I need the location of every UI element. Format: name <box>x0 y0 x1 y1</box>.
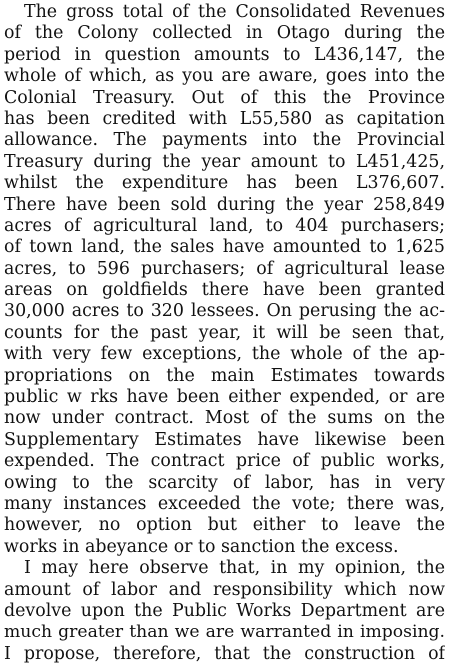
text-line: whole of which, as you are aware, goes into the <box>4 66 445 87</box>
text-line: has been credited with L55,580 as capitation <box>4 108 445 129</box>
text-line: expended. The contract price of public works, <box>4 451 445 472</box>
text-line: owing to the scarcity of labor, has in very <box>4 472 445 493</box>
text-line: Treasury during the year amount to L451,425, <box>4 151 445 172</box>
text-line: propriations on the main Estimates towards <box>4 365 445 386</box>
text-line: many instances exceeded the vote; there was, <box>4 493 445 514</box>
text-line: allowance. The payments into the Provincial <box>4 130 445 151</box>
text-line: works in abeyance or to sanction the excess. <box>4 536 399 557</box>
text-line: Colonial Treasury. Out of this the Province <box>4 87 445 108</box>
text-line: now under contract. Most of the sums on the <box>4 408 445 429</box>
text-line: with very few exceptions, the whole of the ap- <box>4 344 445 365</box>
text-line: whilst the expenditure has been L376,607. <box>4 173 445 194</box>
text-line: There have been sold during the year 258,849 <box>4 194 445 215</box>
text-line: of town land, the sales have amounted to 1,625 <box>4 237 445 258</box>
text-line: I propose, therefore, that the construction of <box>4 643 445 664</box>
paragraph-revenues <box>4 2 445 558</box>
text-line: acres of agricultural land, to 404 purchasers; <box>4 215 445 236</box>
text-line: however, no option but either to leave the <box>4 515 445 536</box>
text-line: period in question amounts to L436,147, the <box>4 44 445 65</box>
text-line: 30,000 acres to 320 lessees. On perusing the ac- <box>4 301 445 322</box>
text-line: much greater than we are warranted in imposing. <box>4 622 445 643</box>
text-line: acres, to 596 purchasers; of agricultural lease <box>4 258 445 279</box>
text-line: devolve upon the Public Works Department are <box>4 600 445 621</box>
text-line: The gross total of the Consolidated Revenues <box>24 2 445 22</box>
article-column <box>4 2 445 665</box>
text-line: of the Colony collected in Otago during the <box>4 23 445 44</box>
text-line: public w rks have been either expended, or are <box>4 387 445 408</box>
paragraph-public-works <box>4 558 445 665</box>
text-line: Supplementary Estimates have likewise been <box>4 429 445 450</box>
text-line: amount of labor and responsibility which now <box>4 579 445 600</box>
text-line: counts for the past year, it will be seen that, <box>4 322 445 343</box>
text-line: I may here observe that, in my opinion, the <box>24 558 445 579</box>
text-line: areas on goldfields there have been granted <box>4 280 445 301</box>
